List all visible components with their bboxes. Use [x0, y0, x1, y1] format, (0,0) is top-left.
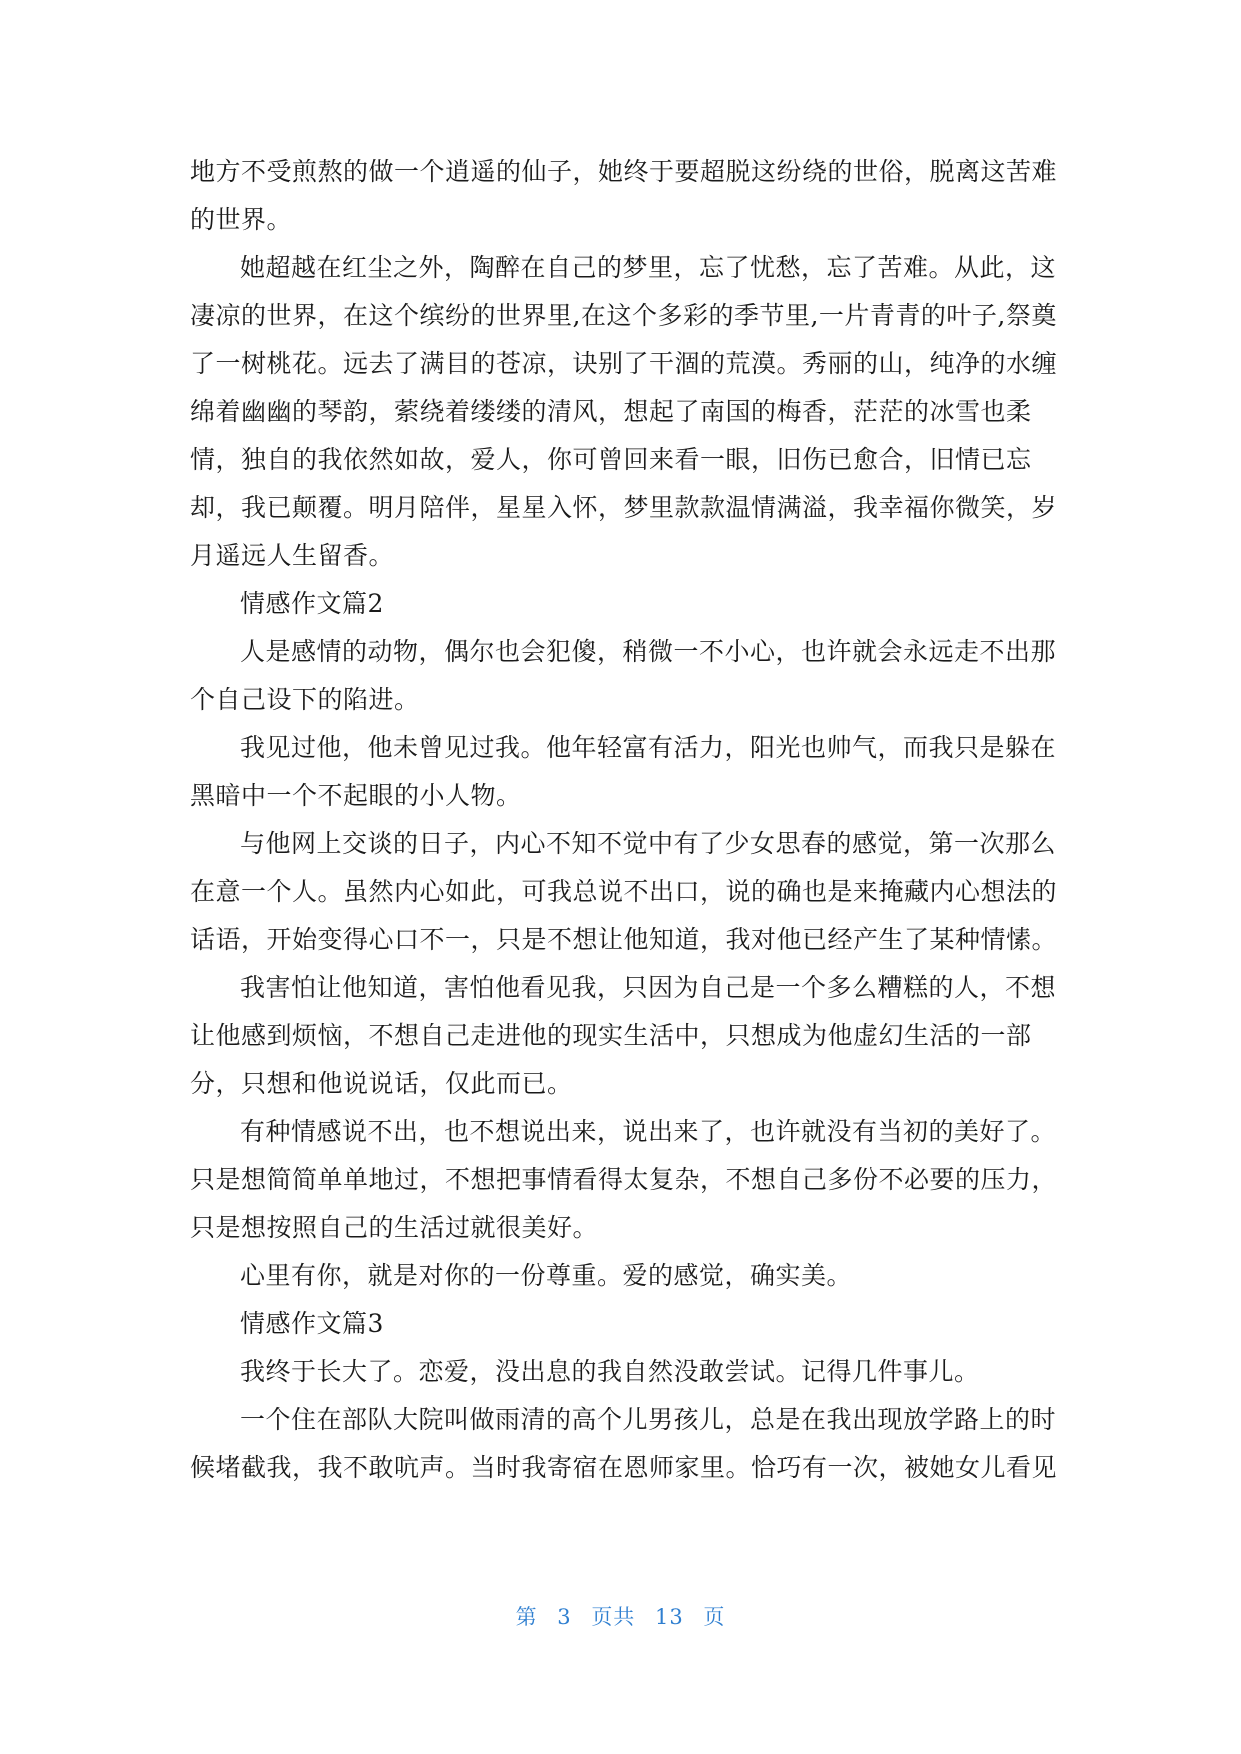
text-line: 只是想按照自己的生活过就很美好。 [190, 1213, 599, 1242]
text-line: 她超越在红尘之外，陶醉在自己的梦里，忘了忧愁，忘了苦难。从此，这 [240, 253, 1057, 282]
text-line: 只是想简简单单地过，不想把事情看得太复杂，不想自己多份不必要的压力， [190, 1165, 1058, 1194]
text-line: 我害怕让他知道，害怕他看见我，只因为自己是一个多么糟糕的人，不想 [240, 973, 1057, 1002]
section-heading: 情感作文篇2 [240, 589, 384, 618]
text-line: 话语，开始变得心口不一，只是不想让他知道，我对他已经产生了某种情愫。 [190, 925, 1058, 954]
page-footer [0, 1602, 1241, 1632]
text-line: 黑暗中一个不起眼的小人物。 [190, 781, 522, 810]
footer-prefix: 第 [515, 1605, 538, 1629]
text-line: 候堵截我，我不敢吭声。当时我寄宿在恩师家里。恰巧有一次，被她女儿看见 [190, 1453, 1058, 1482]
text-line: 个自己设下的陷进。 [190, 685, 420, 714]
footer-middle: 页共 [591, 1605, 636, 1629]
text-line: 有种情感说不出，也不想说出来，说出来了，也许就没有当初的美好了。 [240, 1117, 1057, 1146]
text-line: 却，我已颠覆。明月陪伴，星星入怀，梦里款款温情满溢，我幸福你微笑，岁 [190, 493, 1058, 522]
text-line: 凄凉的世界，在这个缤纷的世界里,在这个多彩的季节里,一片青青的叶子,祭奠 [190, 301, 1057, 330]
text-line: 情，独自的我依然如故，爱人，你可曾回来看一眼，旧伤已愈合，旧情已忘 [190, 445, 1032, 474]
text-line: 在意一个人。虽然内心如此，可我总说不出口，说的确也是来掩藏内心想法的 [190, 877, 1058, 906]
text-line: 月遥远人生留香。 [190, 541, 395, 570]
text-line: 的世界。 [190, 205, 293, 234]
total-page-count: 13 [655, 1605, 684, 1629]
text-line: 我见过他，他未曾见过我。他年轻富有活力，阳光也帅气，而我只是躲在 [240, 733, 1057, 762]
text-line: 了一树桃花。远去了满目的苍凉，诀别了干涸的荒漠。秀丽的山，纯净的水缠 [190, 349, 1058, 378]
text-line: 分，只想和他说说话，仅此而已。 [190, 1069, 573, 1098]
text-line: 绵着幽幽的琴韵，萦绕着缕缕的清风，想起了南国的梅香，茫茫的冰雪也柔 [190, 397, 1032, 426]
text-line: 地方不受煎熬的做一个逍遥的仙子，她终于要超脱这纷绕的世俗，脱离这苦难 [190, 157, 1058, 186]
text-line: 让他感到烦恼，不想自己走进他的现实生活中，只想成为他虚幻生活的一部 [190, 1021, 1032, 1050]
text-line: 与他网上交谈的日子，内心不知不觉中有了少女思春的感觉，第一次那么 [240, 829, 1057, 858]
text-line: 我终于长大了。恋爱，没出息的我自然没敢尝试。记得几件事儿。 [240, 1357, 980, 1386]
current-page-number: 3 [557, 1605, 572, 1629]
text-line: 心里有你，就是对你的一份尊重。爱的感觉，确实美。 [240, 1261, 853, 1290]
section-heading: 情感作文篇3 [240, 1309, 384, 1338]
text-line: 一个住在部队大院叫做雨清的高个儿男孩儿，总是在我出现放学路上的时 [240, 1405, 1057, 1434]
text-line: 人是感情的动物，偶尔也会犯傻，稍微一不小心，也许就会永远走不出那 [240, 637, 1057, 666]
footer-suffix: 页 [703, 1605, 726, 1629]
